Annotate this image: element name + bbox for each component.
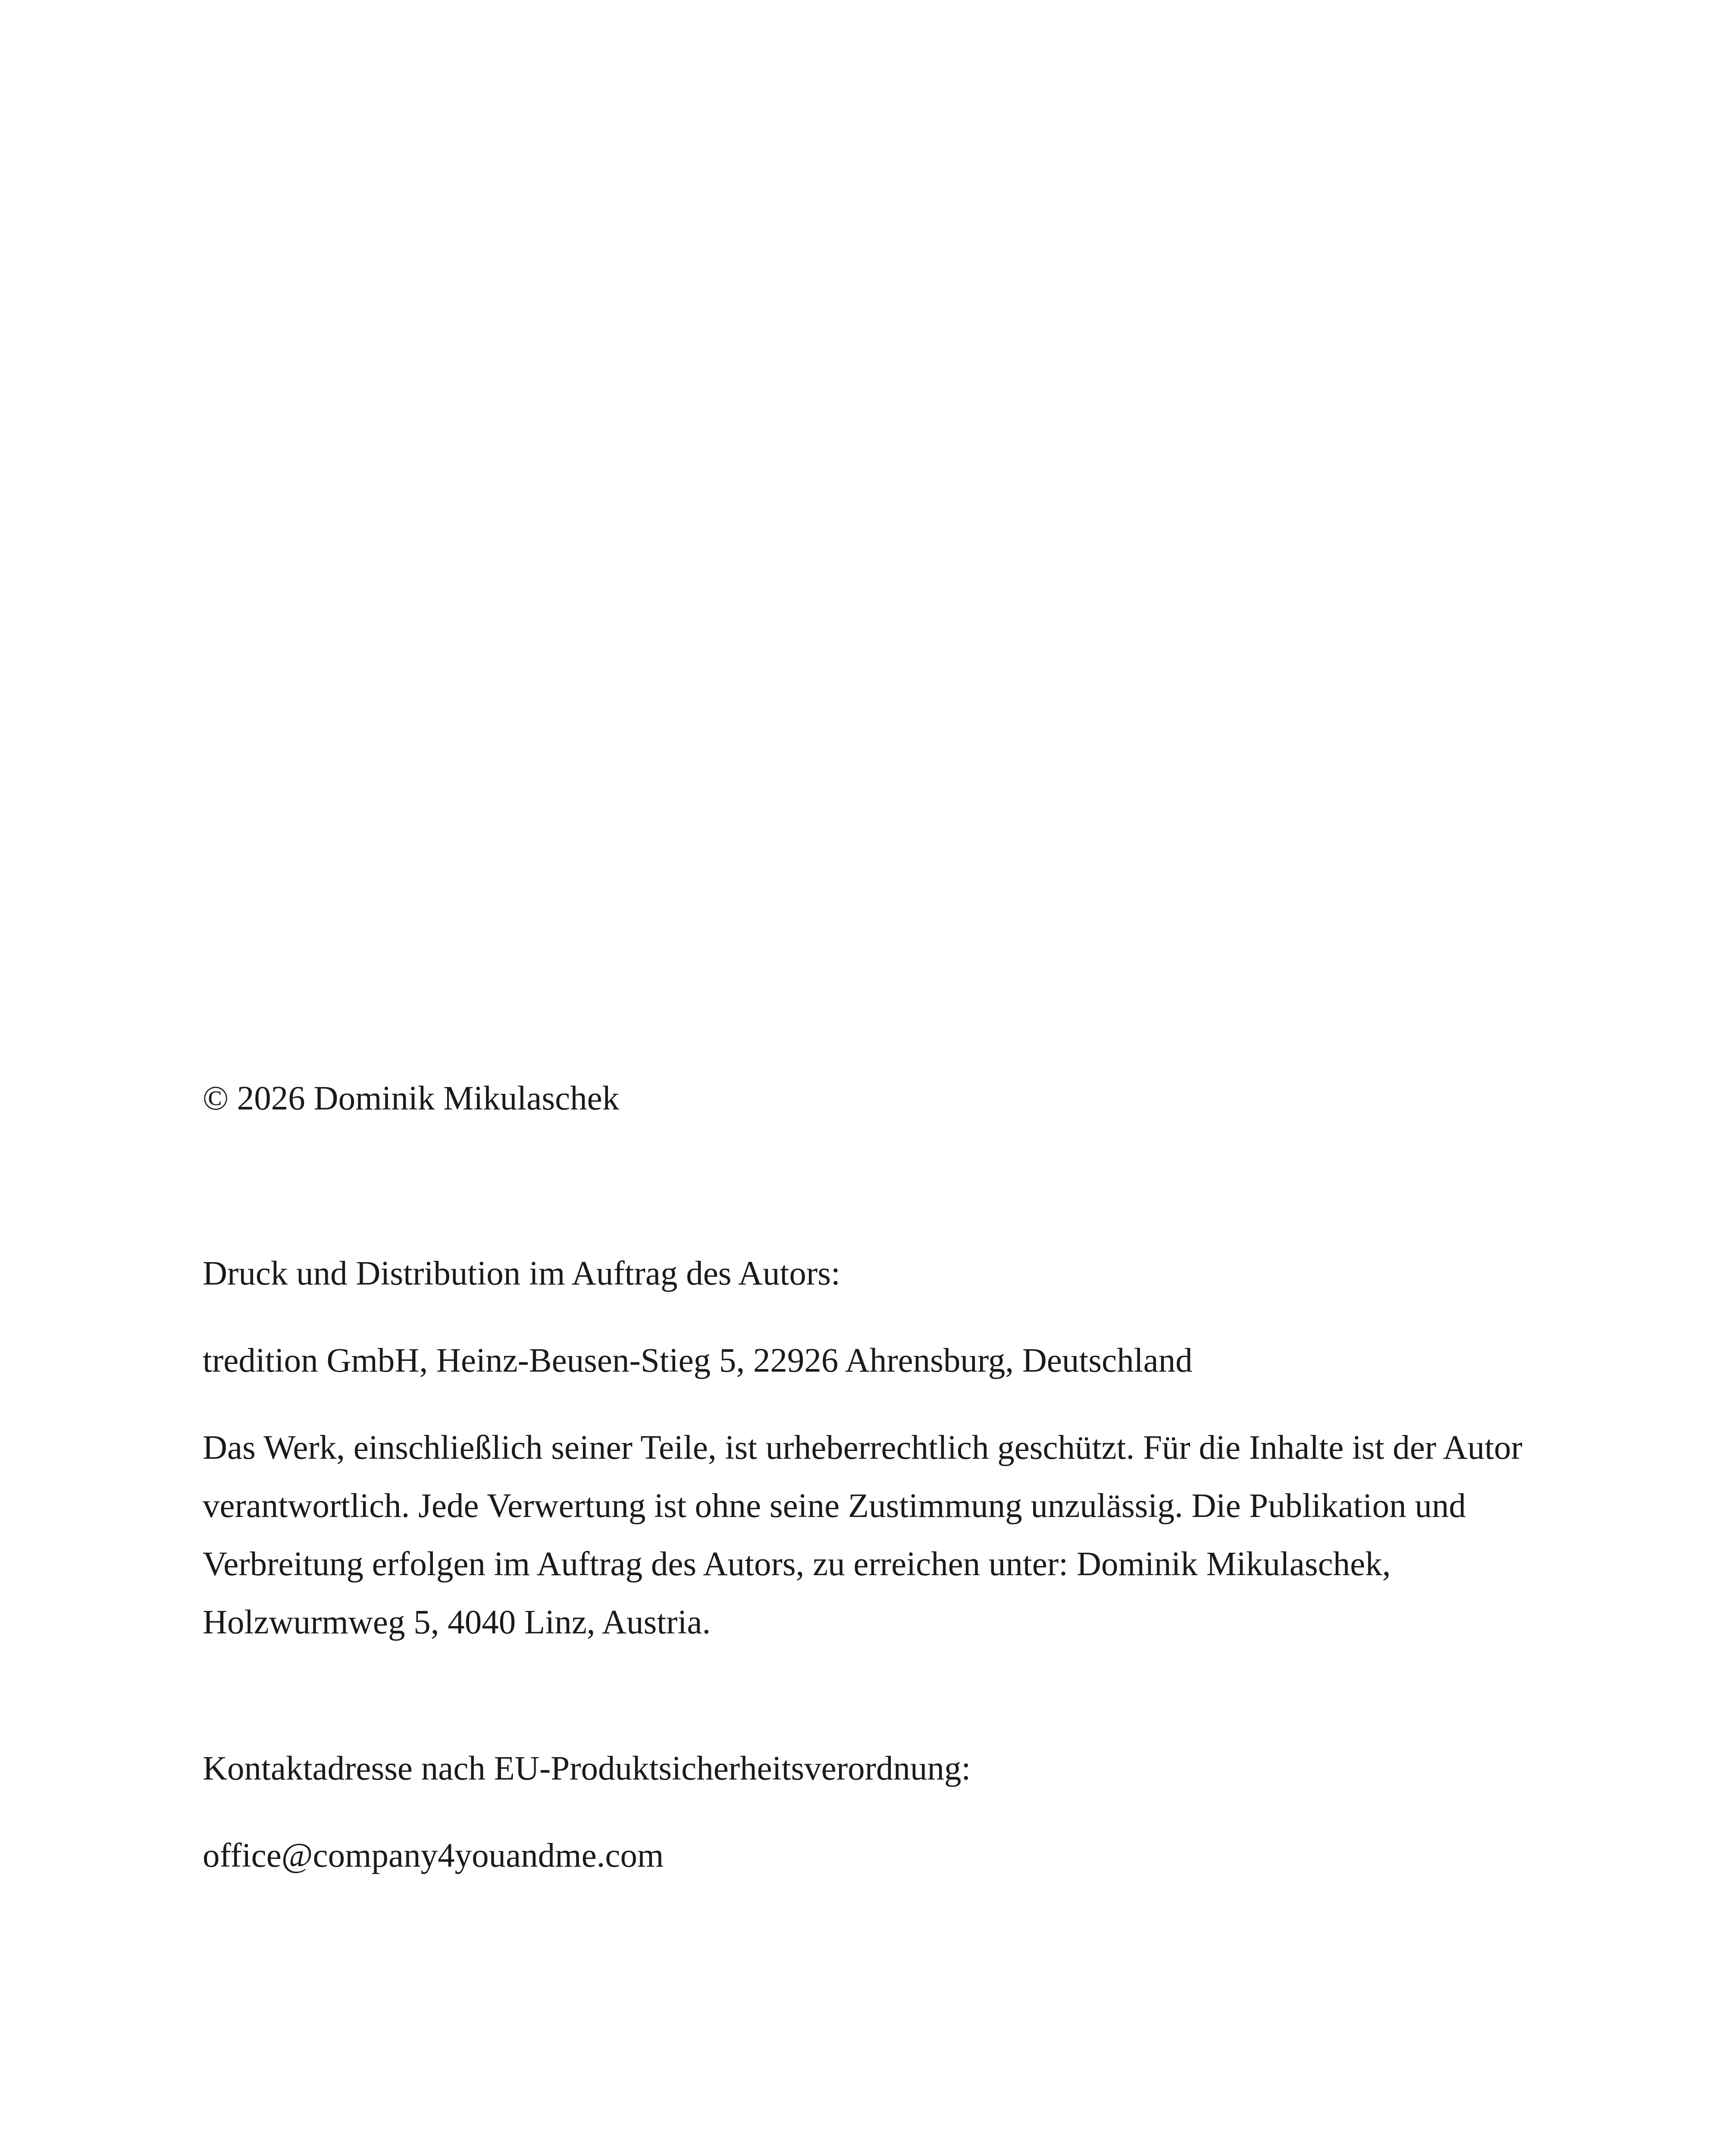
copyright-legal-notice: Das Werk, einschließlich seiner Teile, ist urheberrechtlich geschützt. Für die Inhalte ist der Autor verantwortlich. Jede Verwertung ist ohne seine Zustimmung unzulässig. Die Publikation und Verbreitung erfolgen im Auftrag des Autors, zu erreichen unter: Dominik Mikulaschek, Holzwurmweg 5, 4040 Linz, Austria. (203, 1429, 1522, 1641)
eu-contact-heading: Kontaktadresse nach EU-Produktsicherheitsverordnung: (203, 1750, 971, 1787)
print-distribution-heading: Druck und Distribution im Auftrag des Autors: (203, 1255, 840, 1292)
publisher-address: tredition GmbH, Heinz-Beusen-Stieg 5, 22926 Ahrensburg, Deutschland (203, 1342, 1193, 1379)
contact-email: office@company4youandme.com (203, 1837, 664, 1874)
copyright-notice: © 2026 Dominik Mikulaschek (203, 1080, 620, 1117)
